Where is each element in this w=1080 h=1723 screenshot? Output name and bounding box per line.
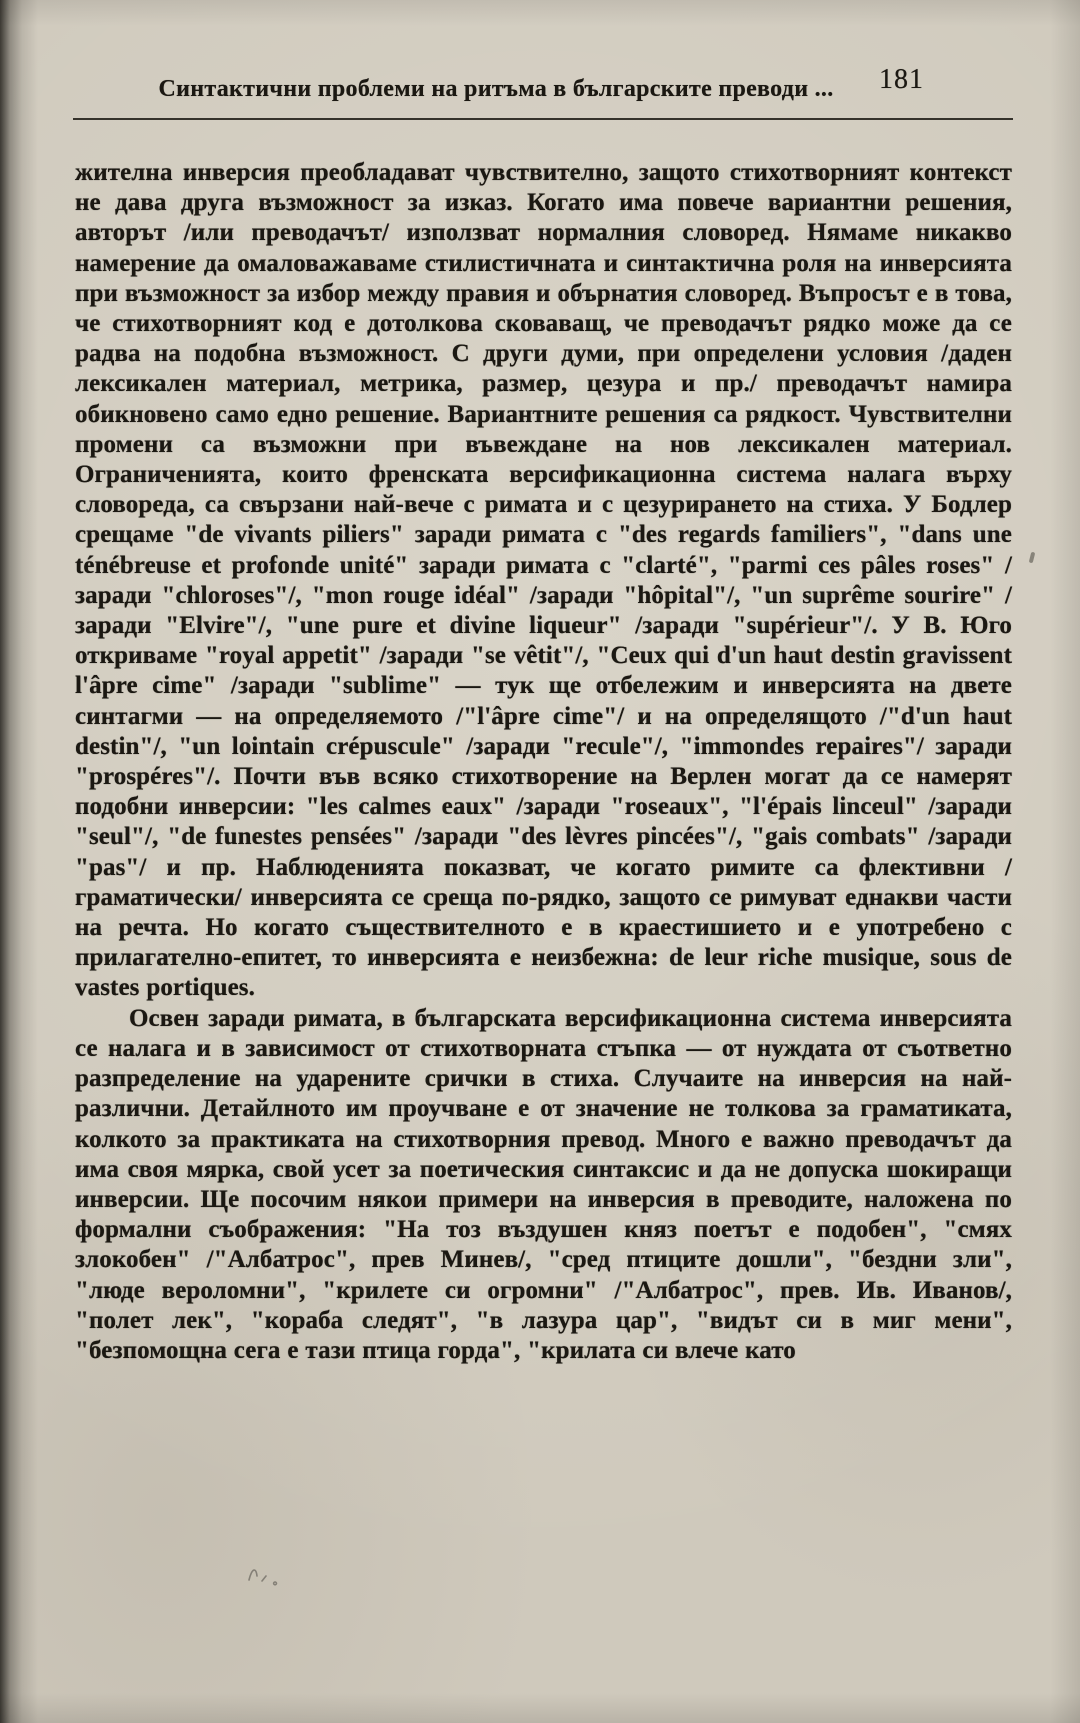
spine-shadow [0,0,38,1723]
paragraph: жителна инверсия преобладават чувствително, защото стихотворният контекст не дава друга възможност за изказ. Когато има повече вариантни решения, авторът /или преводачът/ използват нормалния словоред. Нямаме никакво намерение да омаловажаваме стилистичната и синтактична роля на инверсията при възможност за избор между правия и обърнатия словоред. Въпросът е в това, че стихотворният код е дотолкова сковаващ, че преводачът рядко може да се радва на подобна възможност. С други думи, при определени условия /даден лексикален материал, метрика, размер, цезура и пр./ преводачът намира обикновено само едно решение. Вариантните решения са рядкост. Чувствителни промени са възможни при въвеждане на нов лексикален материал. Ограниченията, които френската версификационна система налага върху словореда, са свързани най-вече с римата и с цезурирането на стиха. У Бодлер срещаме "de vivants piliers" заради римата с "des regards familiers", "dans une ténébreuse et profonde unité" заради римата с "clarté", "parmi ces pâles roses" /заради "chloroses"/, "mon rouge idéal" /заради "hôpital"/, "un suprême sourire" /заради "Elvire"/, "une pure et divine liqueur" /заради "supérieur"/. У В. Юго откриваме "royal appetit" /заради "se vêtit"/, "Ceux qui d'un haut destin gravissent l'âpre cime" /заради "sublime" — тук ще отбележим и инверсията на двете синтагми — на определяемото /"l'âpre cime"/ и на определящото /"d'un haut destin"/, "un lointain crépuscule" /заради "recule"/, "immondes repaires"/ заради "prospéres"/. Почти във всяко стихотворение на Верлен могат да се намерят подобни инверсии: "les calmes eaux" /заради "roseaux", "l'épais linceul" /заради "seul"/, "de funestes pensées" /заради "des lèvres pincées"/, "gais combats" /заради "pas"/ и пр. Наблюденията показват, че когато римите са флективни /граматически/ инверсията се среща по-рядко, защото се римуват еднакви части на речта. Но когато съществителното е в краестишието и е употребено с прилагателно-епитет, то инверсията е неизбежна: de leur riche musique, sous de vastes portiques. [75,159,1012,1002]
pencil-mark [245,1560,285,1590]
page-number: 181 [879,64,924,95]
header-rule [73,118,1013,120]
page-header [75,64,1012,103]
scan-speck [1029,552,1036,564]
running-title: Синтактични проблеми на ритъма в българските преводи ... [158,76,834,102]
body-text [75,158,1012,1366]
paragraph: Освен заради римата, в българската версификационна система инверсията се налага и в зависимост от стихотворната стъпка — от нуждата от съответно разпределение на ударените срички в стиха. Случаите на инверсия на най-различни. Детайлното им проучване е от значение не толкова за граматиката, колкото за практиката на стихотворния превод. Много е важно преводачът да има своя мярка, свой усет за поетическия синтаксис и да не допуска шокиращи инверсии. Ще посочим някои примери на инверсия в преводите, наложена по формални съображения: "На тоз въздушен княз поетът е подобен", "смях злокобен" /"Албатрос", прев Минев/, "сред птиците дошли", "бездни зли", "люде вероломни", "крилете си огромни" /"Албатрос", прев. Ив. Иванов/, "полет лек", "кораба следят", "в лазура цар", "видът си в миг мени", "безпомощна сега е тази птица горда", "крилата си влече като [75,1004,1012,1364]
